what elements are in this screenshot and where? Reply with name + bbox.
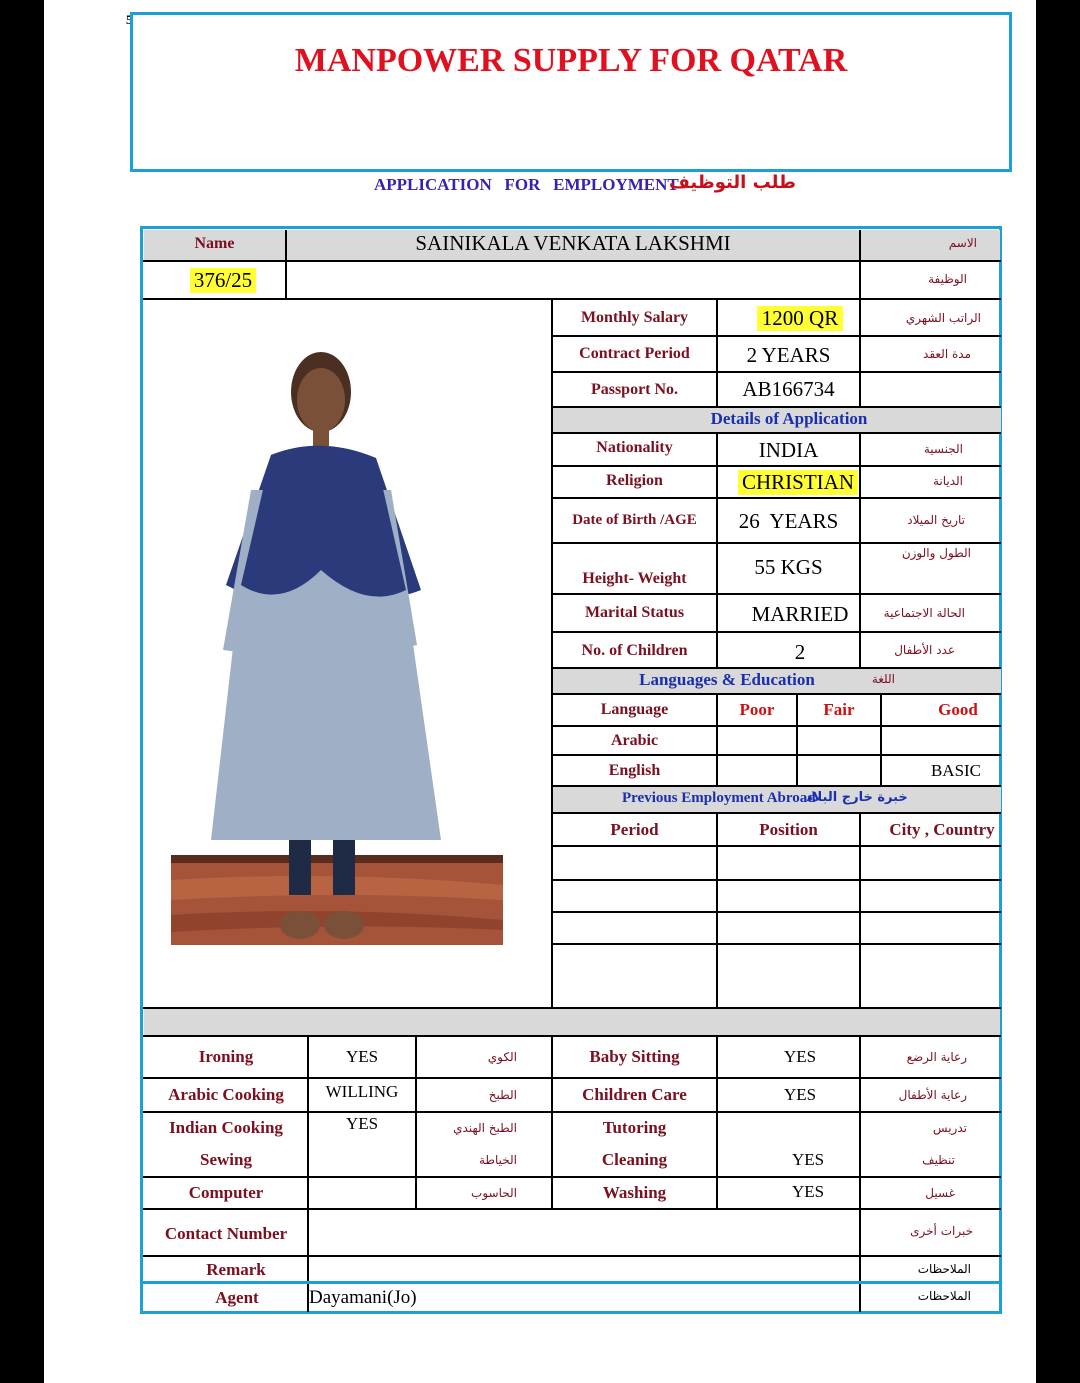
religion-value: CHRISTIAN (738, 470, 858, 495)
marital-status-label: Marital Status (584, 604, 685, 621)
skill-value: YES (783, 1085, 817, 1104)
position-col-header: Position (759, 820, 818, 839)
corner-mark: 5 (126, 12, 133, 27)
religion-ar: الديانة (932, 474, 963, 488)
applicant-photo (171, 340, 503, 945)
language-row-name: Arabic (610, 732, 659, 749)
skill-label: Tutoring (602, 1118, 667, 1137)
skill-ar: الخياطة (479, 1153, 517, 1167)
skill-ar: تنظيف (922, 1153, 955, 1167)
contact-number-ar: خبرات أخرى (910, 1224, 973, 1238)
children-ar: عدد الأطفال (894, 643, 955, 657)
marital-status-ar: الحالة الاجتماعية (883, 606, 965, 620)
skill-value: YES (345, 1114, 379, 1133)
page-title: MANPOWER SUPPLY FOR QATAR (294, 42, 848, 79)
employment-section-ar: خبرة خارج البلاد (806, 790, 908, 805)
children-label: No. of Children (581, 642, 688, 659)
age-value: 26 YEARS (738, 509, 839, 533)
skill-ar: رعاية الرضع (906, 1050, 967, 1064)
application-page (44, 0, 1036, 1383)
passport-label: Passport No. (590, 381, 679, 398)
agent-ar: الملاحظات (917, 1289, 971, 1303)
remark-label: Remark (206, 1260, 266, 1279)
name-label: Name (194, 235, 235, 252)
skill-ar: الطبخ (488, 1088, 517, 1102)
languages-section-ar: اللغة (871, 672, 895, 686)
dob-ar: تاريخ الميلاد (907, 513, 965, 527)
nationality-value: INDIA (758, 438, 819, 462)
fair-col-header: Fair (823, 700, 855, 719)
religion-label: Religion (606, 472, 663, 489)
remark-ar: الملاحظات (917, 1262, 971, 1276)
skill-value: YES (345, 1047, 379, 1066)
city-country-col-header: City , Country (889, 820, 995, 839)
title-box (130, 12, 1012, 172)
passport-value: AB166734 (742, 377, 835, 401)
language-row-good: BASIC (930, 761, 982, 780)
skill-label: Ironing (198, 1047, 254, 1066)
poor-col-header: Poor (739, 700, 775, 719)
monthly-salary-ar: الراتب الشهري (905, 311, 981, 325)
application-subtitle-ar: طلب التوظيف (669, 172, 796, 193)
skill-label: Arabic Cooking (168, 1085, 284, 1104)
weight-value: 55 KGS (754, 555, 823, 579)
languages-section-title: Languages & Education (639, 670, 815, 689)
monthly-salary-label: Monthly Salary (580, 309, 689, 326)
application-subtitle: APPLICATION FOR EMPLOYMENT (374, 175, 679, 194)
skill-label: Indian Cooking (169, 1118, 283, 1137)
name-label-ar: الاسم (948, 236, 977, 250)
contract-period-value: 2 YEARS (746, 343, 831, 367)
skill-ar: رعاية الأطفال (898, 1088, 967, 1102)
agent-value: Dayamani(Jo) (309, 1287, 417, 1308)
contract-period-label: Contract Period (579, 345, 690, 362)
children-value: 2 (794, 640, 806, 664)
contract-period-ar: مدة العقد (923, 347, 971, 361)
skill-label: Sewing (200, 1150, 252, 1169)
nationality-ar: الجنسية (923, 442, 963, 456)
marital-status-value: MARRIED (751, 602, 849, 626)
skill-ar: الطبخ الهندي (453, 1121, 517, 1135)
skill-ar: غسيل (925, 1186, 955, 1200)
skill-label: Baby Sitting (589, 1047, 680, 1066)
skill-value: YES (791, 1150, 825, 1169)
divider-band (144, 1009, 1000, 1035)
period-col-header: Period (610, 820, 659, 839)
agent-label: Agent (215, 1288, 259, 1307)
skill-value: YES (783, 1047, 817, 1066)
skill-ar: الحاسوب (471, 1186, 517, 1200)
details-section-title: Details of Application (710, 409, 868, 428)
language-row-name: English (608, 762, 661, 779)
reference-number: 376/25 (190, 268, 256, 293)
skill-value: WILLING (325, 1082, 399, 1101)
monthly-salary-value: 1200 QR (757, 306, 843, 331)
height-weight-ar: الطول والوزن (901, 546, 971, 560)
skill-ar: تدريس (932, 1121, 967, 1135)
skill-value: YES (791, 1182, 825, 1201)
height-weight-label: Height- Weight (582, 570, 687, 587)
skill-ar: الكوي (487, 1050, 517, 1064)
position-label-ar: الوظيفة (928, 272, 967, 286)
applicant-name: SAINIKALA VENKATA LAKSHMI (415, 231, 731, 255)
skill-label: Computer (188, 1183, 264, 1202)
skill-label: Cleaning (601, 1150, 668, 1169)
good-col-header: Good (938, 700, 978, 719)
skill-label: Washing (602, 1183, 667, 1202)
contact-number-label: Contact Number (164, 1224, 288, 1243)
dob-label: Date of Birth /AGE (572, 512, 697, 528)
nationality-label: Nationality (596, 439, 673, 456)
language-col-header: Language (600, 701, 669, 718)
skill-label: Children Care (582, 1085, 687, 1104)
employment-section-title: Previous Employment Abroad (622, 790, 816, 806)
